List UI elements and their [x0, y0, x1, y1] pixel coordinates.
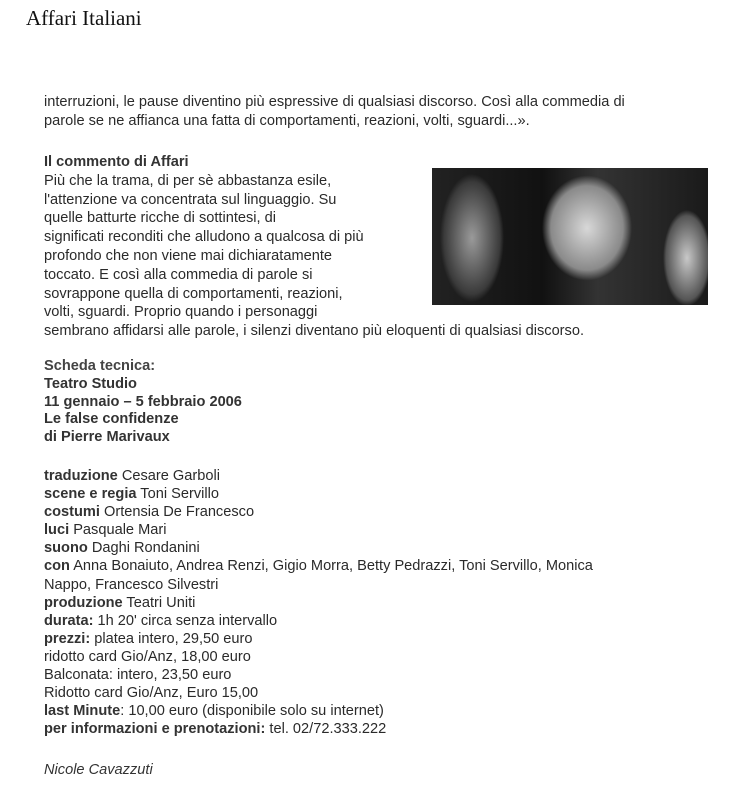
text-line: l'attenzione va concentrata sul linguaggio. Su	[44, 191, 337, 208]
credit-line	[44, 648, 593, 666]
credit-label: con	[44, 558, 70, 575]
credit-line	[44, 485, 593, 503]
credit-line	[44, 521, 593, 539]
credit-label: durata:	[44, 612, 94, 629]
credit-line	[44, 720, 593, 738]
credit-value: Cesare Garboli	[117, 468, 220, 484]
text-line: volti, sguardi. Proprio quando i personaggi	[44, 304, 318, 321]
text-line: sovrappone quella di comportamenti, reazioni,	[44, 285, 343, 302]
credit-line	[44, 684, 593, 702]
text-line: significati reconditi che alludono a qualcosa di più	[44, 229, 364, 246]
text-line: quelle batturte ricche di sottintesi, di	[44, 210, 277, 227]
credit-value: platea intero, 29,50 euro	[90, 630, 253, 647]
credit-value: Ridotto card Gio/Anz, Euro 15,00	[44, 685, 259, 702]
intro-paragraph	[44, 93, 625, 130]
credit-value: Balconata: intero, 23,50 euro	[44, 667, 232, 684]
credit-line	[44, 539, 593, 557]
credit-line	[44, 594, 593, 612]
comment-section	[44, 153, 584, 341]
credit-line	[44, 467, 593, 485]
credit-label: prezzi:	[44, 630, 91, 647]
credits-list	[44, 467, 593, 738]
credit-value: Pasquale Mari	[69, 522, 167, 539]
credit-value: ridotto card Gio/Anz, 18,00 euro	[44, 648, 251, 665]
credit-label: suono	[44, 540, 88, 557]
venue: Teatro Studio	[44, 375, 137, 392]
credit-line	[44, 666, 593, 684]
publication-title: Affari Italiani	[26, 6, 142, 30]
credit-label: per informazioni e prenotazioni:	[44, 721, 266, 738]
text-line: sembrano affidarsi alle parole, i silenzi diventano più eloquenti di qualsiasi discorso.	[44, 323, 585, 340]
credit-line	[44, 612, 593, 630]
credit-value: Anna Bonaiuto, Andrea Renzi, Gigio Morra, Betty Pedrazzi, Toni Servillo, Monica	[69, 558, 593, 575]
credit-value: Nappo, Francesco Silvestri	[44, 576, 219, 593]
text-line: profondo che non viene mai dichiaratamente	[44, 247, 333, 264]
credit-value: Daghi Rondanini	[87, 540, 200, 557]
credit-label: last Minute	[44, 703, 121, 720]
text-line: toccato. E così alla commedia di parole si	[44, 266, 313, 283]
credit-line	[44, 503, 593, 521]
credit-line	[44, 630, 593, 648]
dates: 11 gennaio – 5 febbraio 2006	[44, 393, 242, 410]
technical-sheet	[44, 358, 242, 447]
credit-value: : 10,00 euro (disponibile solo su internet)	[120, 703, 384, 720]
author-signature: Nicole Cavazzuti	[44, 762, 153, 778]
credit-value: tel. 02/72.333.222	[265, 721, 387, 738]
credit-label: traduzione	[44, 468, 118, 484]
comment-heading: Il commento di Affari	[44, 154, 189, 170]
credit-line	[44, 702, 593, 720]
play-author: di Pierre Marivaux	[44, 429, 170, 446]
text-line: Più che la trama, di per sè abbastanza esile,	[44, 172, 332, 189]
credit-label: scene e regia	[44, 486, 137, 503]
credit-value: Teatri Uniti	[122, 594, 196, 611]
credit-label: produzione	[44, 594, 123, 611]
play-title: Le false confidenze	[44, 411, 179, 428]
sheet-heading: Scheda tecnica:	[44, 358, 156, 374]
credit-line	[44, 557, 593, 575]
credit-label: costumi	[44, 504, 100, 521]
credit-value: 1h 20' circa senza intervallo	[93, 612, 278, 629]
text-line: interruzioni, le pause diventino più espressive di qualsiasi discorso. Così alla commedia di	[44, 94, 625, 110]
credit-line	[44, 576, 593, 594]
credit-label: luci	[44, 522, 70, 539]
credit-value: Toni Servillo	[136, 486, 219, 503]
text-line: parole se ne affianca una fatta di comportamenti, reazioni, volti, sguardi...».	[44, 112, 530, 129]
credit-value: Ortensia De Francesco	[99, 504, 255, 521]
